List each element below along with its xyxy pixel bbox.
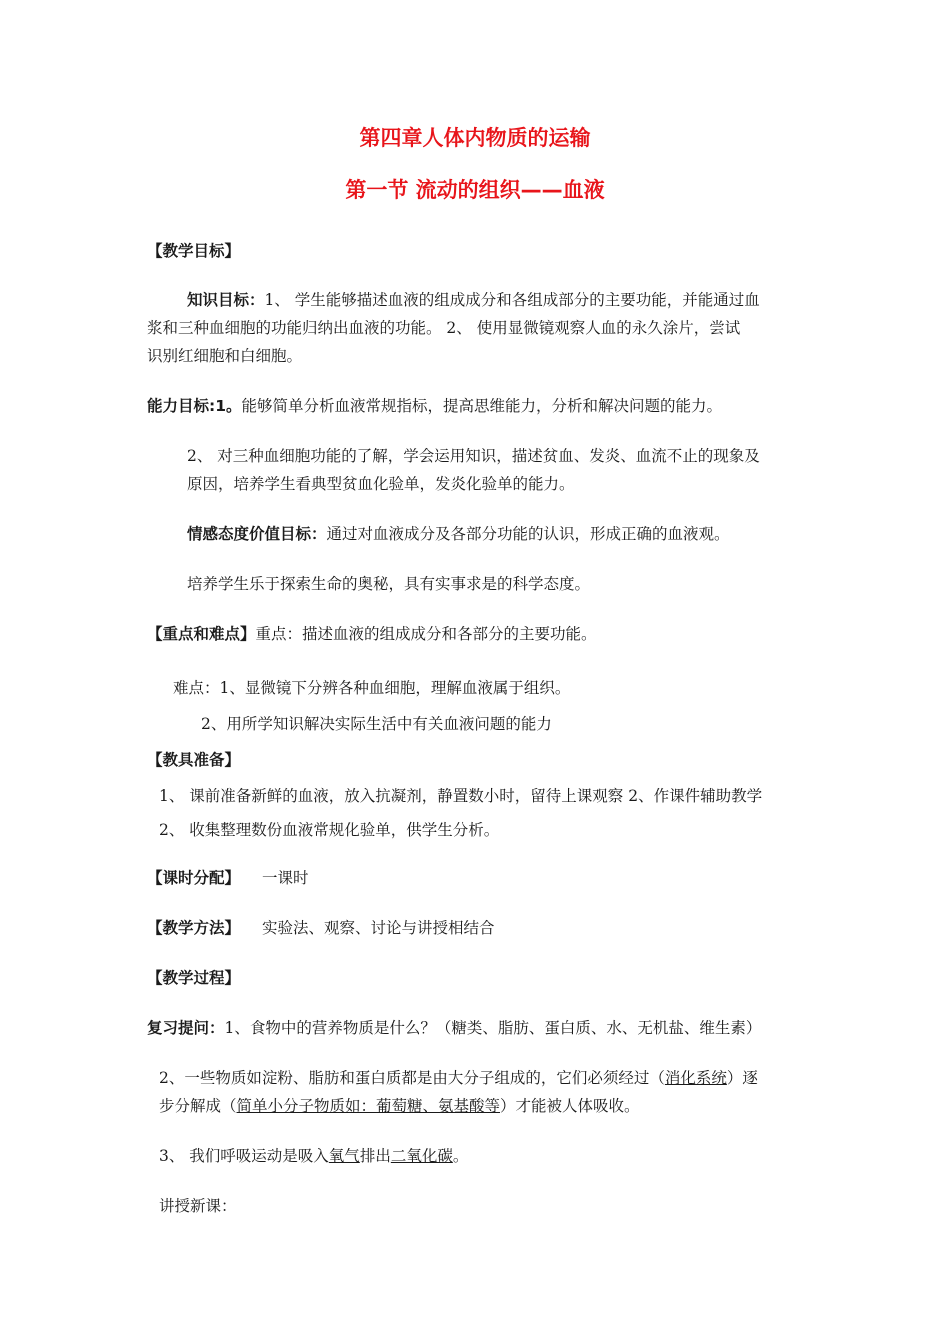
review-label: 复习提问：: [147, 1019, 225, 1037]
review-question-3: 3、 我们呼吸运动是吸入氧气排出二氧化碳。: [159, 1147, 469, 1165]
prep-heading: 【教具准备】: [147, 751, 241, 769]
key-points-line-1: 【重点和难点】重点：描述血液的组成成分和各部分的主要功能。: [147, 625, 597, 643]
emotion-goal-label: 情感态度价值目标：: [187, 525, 327, 543]
key-points-label: 【重点和难点】: [147, 625, 256, 643]
process-heading: 【教学过程】: [147, 969, 241, 987]
underlined-answer: 消化系统: [664, 1069, 727, 1087]
underlined-answer: 简单小分子物质如：葡萄糖、氨基酸等: [236, 1097, 501, 1115]
emotion-goal-line-2: 培养学生乐于探索生命的奥秘，具有实事求是的科学态度。: [187, 575, 591, 593]
ability-goal-line-1: 能力目标:1。能够简单分析血液常规指标，提高思维能力，分析和解决问题的能力。: [147, 397, 722, 415]
ability-goal-line-2: 2、 对三种血细胞功能的了解，学会运用知识，描述贫血、发炎、血流不止的现象及: [187, 447, 760, 465]
new-lesson-heading: 讲授新课：: [159, 1197, 237, 1215]
knowledge-goal-line-2: 浆和三种血细胞的功能归纳出血液的功能。 2、 使用显微镜观察人血的永久涂片，尝试: [147, 319, 741, 337]
review-question-2-line-2: 步分解成（简单小分子物质如：葡萄糖、氨基酸等）才能被人体吸收。: [159, 1097, 640, 1115]
teaching-method: 【教学方法】 实验法、观察、讨论与讲授相结合: [147, 919, 495, 937]
knowledge-goal-line-1: 知识目标：1、 学生能够描述血液的组成成分和各组成部分的主要功能，并能通过血: [187, 291, 760, 309]
key-points-line-2: 难点：1、显微镜下分辨各种血细胞，理解血液属于组织。: [173, 679, 571, 697]
key-points-line-3: 2、用所学知识解决实际生活中有关血液问题的能力: [201, 715, 552, 733]
emotion-goal-line-1: 情感态度价值目标：通过对血液成分及各部分功能的认识，形成正确的血液观。: [187, 525, 730, 543]
ability-goal-label: 能力目标:1。: [147, 397, 242, 415]
time-allocation: 【课时分配】 一课时: [147, 869, 309, 887]
review-question-2-line-1: 2、一些物质如淀粉、脂肪和蛋白质都是由大分子组成的，它们必须经过（消化系统）逐: [159, 1069, 758, 1087]
knowledge-goal-label: 知识目标：: [187, 291, 265, 309]
review-question-1: 复习提问：1、食物中的营养物质是什么？（糖类、脂肪、蛋白质、水、无机盐、维生素）: [147, 1019, 762, 1037]
prep-line-2: 2、 收集整理数份血液常规化验单，供学生分析。: [159, 821, 500, 839]
ability-goal-line-3: 原因，培养学生看典型贫血化验单，发炎化验单的能力。: [187, 475, 575, 493]
goals-heading: 【教学目标】: [147, 242, 241, 260]
section-title: 第一节 流动的组织——血液: [345, 178, 605, 202]
method-label: 【教学方法】: [147, 919, 241, 937]
prep-line-1: 1、 课前准备新鲜的血液，放入抗凝剂，静置数小时，留待上课观察 2、作课件辅助教学: [159, 787, 763, 805]
knowledge-goal-line-3: 识别红细胞和白细胞。: [147, 347, 303, 365]
chapter-title: 第四章人体内物质的运输: [359, 126, 591, 150]
underlined-answer: 氧气: [328, 1147, 360, 1165]
underlined-answer: 二氧化碳: [390, 1147, 453, 1165]
time-label: 【课时分配】: [147, 869, 241, 887]
